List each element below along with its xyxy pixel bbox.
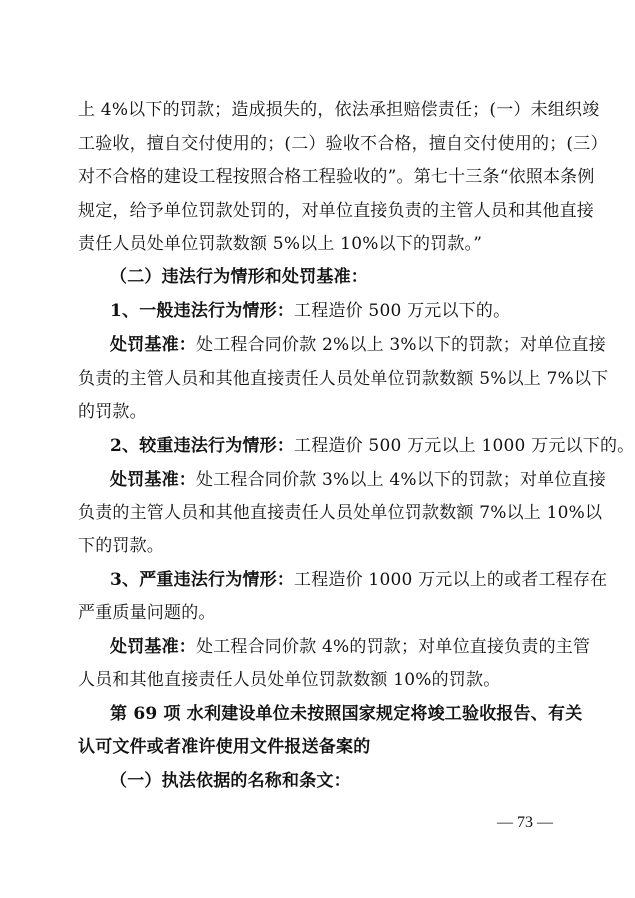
violation-label: 3、严重违法行为情形： (110, 570, 295, 590)
body-line: 规定，给予单位罚款处罚的，对单位直接负责的主管人员和其他直接 (78, 201, 594, 221)
penalty-standard-1 (110, 334, 606, 356)
body-line: 负责的主管人员和其他直接责任人员处单位罚款数额 5%以上 7%以下 (78, 369, 609, 389)
page-number: — 73 — (497, 814, 553, 831)
violation-label: 2、较重违法行为情形： (110, 436, 295, 456)
violation-text: 工程造价 500 万元以上 1000 万元以下的。 (294, 436, 635, 456)
item-69-title-cont: 认可文件或者准许使用文件报送备案的 (78, 737, 371, 757)
violation-item-2 (110, 435, 634, 457)
body-line: 负责的主管人员和其他直接责任人员处单位罚款数额 7%以上 10%以 (78, 503, 603, 523)
body-line: 的罚款。 (78, 402, 147, 422)
penalty-label: 处罚基准： (110, 637, 196, 657)
violation-text: 工程造价 1000 万元以上的或者工程存在 (294, 570, 608, 590)
penalty-text: 处工程合同价款 3%以上 4%以下的罚款；对单位直接 (196, 470, 606, 490)
penalty-standard-3 (110, 636, 590, 658)
body-line: 严重质量问题的。 (78, 603, 216, 623)
item-69-title: 第 69 项 水利建设单位未按照国家规定将竣工验收报告、有关 (110, 704, 583, 724)
violation-text: 工程造价 500 万元以下的。 (294, 301, 511, 321)
penalty-label: 处罚基准： (110, 470, 196, 490)
section-heading-1: （一）执法依据的名称和条文： (110, 771, 351, 791)
body-line: 对不合格的建设工程按照合格工程验收的”。第七十三条“依照本条例 (78, 167, 595, 187)
body-line: 下的罚款。 (78, 536, 164, 556)
penalty-label: 处罚基准： (110, 335, 196, 355)
penalty-text: 处工程合同价款 4%的罚款；对单位直接负责的主管 (196, 637, 591, 657)
penalty-standard-2 (110, 469, 606, 491)
penalty-text: 处工程合同价款 2%以上 3%以下的罚款；对单位直接 (196, 335, 606, 355)
violation-item-3 (110, 569, 607, 591)
body-line: 人员和其他直接责任人员处单位罚款数额 10%的罚款。 (78, 670, 501, 690)
section-heading-2: （二）违法行为情形和处罚基准： (110, 267, 368, 287)
body-line: 上 4%以下的罚款；造成损失的，依法承担赔偿责任；(一）未组织竣 (78, 100, 600, 120)
body-line: 工验收，擅自交付使用的；(二）验收不合格，擅自交付使用的；(三） (78, 134, 608, 154)
violation-item-1 (110, 300, 510, 322)
violation-label: 1、一般违法行为情形： (110, 301, 295, 321)
body-line: 责任人员处单位罚款数额 5%以上 10%以下的罚款。” (78, 234, 483, 254)
